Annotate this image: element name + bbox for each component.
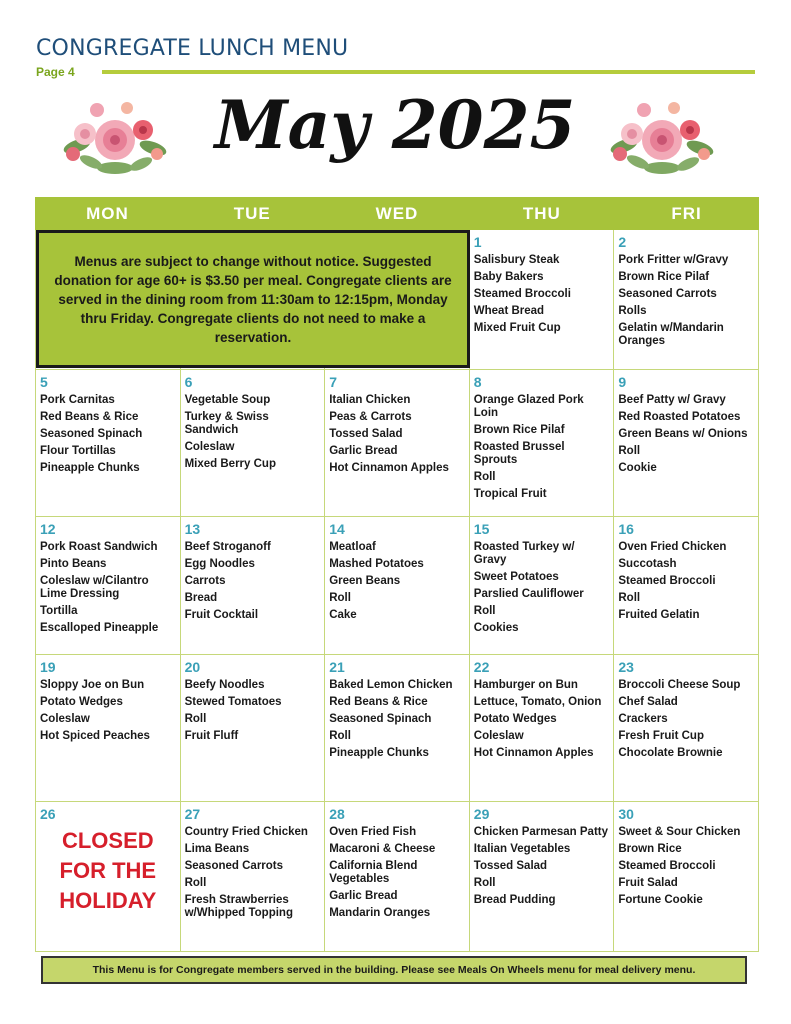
menu-item: Roll xyxy=(473,471,496,483)
day-cell xyxy=(614,517,759,654)
menu-item: Seasoned Carrots xyxy=(184,860,284,872)
date-number: 29 xyxy=(473,806,490,822)
menu-item: Turkey & Swiss Sandwich xyxy=(184,411,269,436)
menu-item: Crackers xyxy=(618,713,668,725)
flower-bouquet-icon xyxy=(602,96,722,184)
day-cell xyxy=(36,517,181,654)
menu-item: Succotash xyxy=(618,558,677,570)
menu-item: Oven Fried Chicken xyxy=(618,541,727,553)
menu-notice-text: Menus are subject to change without notice. Suggested donation for age 60+ is $3.50 per meal. Congregate clients are served in the dining room from 11:30am to 12:15pm, Monday thru Friday. Congregate clients do not need to make a reservation. xyxy=(54,253,452,345)
menu-item: Pork Fritter w/Gravy xyxy=(618,254,729,266)
menu-item: Roll xyxy=(329,592,351,604)
menu-item: Fortune Cookie xyxy=(618,894,703,906)
day-cell xyxy=(181,655,326,801)
menu-item: Fruited Gelatin xyxy=(618,609,700,621)
menu-item: Hamburger on Bun xyxy=(473,679,578,691)
menu-item: Meatloaf xyxy=(329,541,376,553)
menu-item: Parslied Cauliflower xyxy=(473,588,584,600)
date-number: 14 xyxy=(329,521,345,537)
day-cell xyxy=(325,655,470,801)
menu-item: Garlic Bread xyxy=(329,890,398,902)
menu-item: Macaroni & Cheese xyxy=(329,843,436,855)
date-number: 19 xyxy=(40,659,56,675)
menu-item: Garlic Bread xyxy=(329,445,398,457)
menu-item: Steamed Broccoli xyxy=(473,288,571,300)
menu-item: Fresh Fruit Cup xyxy=(618,730,704,742)
menu-item: Peas & Carrots xyxy=(329,411,412,423)
day-cell xyxy=(36,370,181,516)
holiday-closed-line: CLOSED xyxy=(61,828,154,853)
menu-item: Roll xyxy=(184,713,207,725)
menu-item: Orange Glazed Pork Loin xyxy=(473,394,584,419)
menu-item: Rolls xyxy=(618,305,647,317)
day-cell xyxy=(325,517,470,654)
date-number: 7 xyxy=(329,374,337,390)
menu-item: Escalloped Pineapple xyxy=(40,622,159,634)
menu-item: Stewed Tomatoes xyxy=(184,696,282,708)
menu-item: Fresh Strawberries w/Whipped Topping xyxy=(184,894,293,919)
menu-item: Pineapple Chunks xyxy=(329,747,429,759)
menu-item: Italian Chicken xyxy=(329,394,411,406)
menu-item: California Blend Vegetables xyxy=(329,860,418,885)
menu-item: Roll xyxy=(473,877,496,889)
menu-item: Tossed Salad xyxy=(329,428,403,440)
footer-note: This Menu is for Congregate members served in the building. Please see Meals On Wheels menu for meal delivery menu. xyxy=(41,956,747,984)
month-heading: May 2025 xyxy=(214,86,576,164)
menu-item: Red Roasted Potatoes xyxy=(618,411,741,423)
menu-item: Mashed Potatoes xyxy=(329,558,424,570)
day-cell xyxy=(470,370,615,516)
menu-item: Hot Spiced Peaches xyxy=(40,730,150,742)
menu-item: Coleslaw w/Cilantro Lime Dressing xyxy=(40,575,149,600)
menu-item: Fruit Cocktail xyxy=(184,609,259,621)
menu-item: Steamed Broccoli xyxy=(618,575,716,587)
holiday-closed-label xyxy=(40,826,176,916)
date-number: 5 xyxy=(40,374,48,390)
menu-item: Red Beans & Rice xyxy=(40,411,139,423)
menu-item: Pork Carnitas xyxy=(40,394,115,406)
menu-item: Brown Rice Pilaf xyxy=(618,271,710,283)
menu-item: Beef Stroganoff xyxy=(184,541,271,553)
date-number: 26 xyxy=(40,806,56,822)
menu-item: Cookie xyxy=(618,462,657,474)
date-number: 28 xyxy=(329,806,345,822)
date-number: 9 xyxy=(618,374,627,390)
menu-item: Seasoned Spinach xyxy=(40,428,143,440)
weekday-header: WED xyxy=(375,204,419,223)
menu-item: Roll xyxy=(618,445,641,457)
date-number: 8 xyxy=(473,374,482,390)
holiday-closed-line: FOR THE xyxy=(59,858,157,883)
date-number: 13 xyxy=(184,521,201,537)
weekday-header: TUE xyxy=(233,204,271,223)
menu-item: Coleslaw xyxy=(40,713,90,725)
weekday-header: FRI xyxy=(671,204,702,223)
menu-item: Baked Lemon Chicken xyxy=(329,679,453,691)
menu-item: Coleslaw xyxy=(184,441,235,453)
holiday-closed-line: HOLIDAY xyxy=(59,888,157,913)
page-number: Page 4 xyxy=(36,65,75,79)
menu-item: Egg Noodles xyxy=(184,558,255,570)
menu-item: Coleslaw xyxy=(473,730,524,742)
date-number: 1 xyxy=(473,234,482,250)
menu-item: Green Beans w/ Onions xyxy=(618,428,748,440)
menu-item: Roll xyxy=(618,592,641,604)
menu-item: Potato Wedges xyxy=(473,713,557,725)
menu-item: Chocolate Brownie xyxy=(618,747,723,759)
menu-item: Lettuce, Tomato, Onion xyxy=(473,696,602,708)
menu-item: Mixed Berry Cup xyxy=(184,458,276,470)
weekday-header-row xyxy=(35,197,759,230)
day-cell xyxy=(470,517,615,654)
menu-item: Sweet Potatoes xyxy=(473,571,559,583)
menu-item: Broccoli Cheese Soup xyxy=(618,679,741,691)
menu-item: Beef Patty w/ Gravy xyxy=(618,394,726,406)
date-number: 6 xyxy=(184,374,193,390)
menu-item: Seasoned Spinach xyxy=(329,713,432,725)
menu-item: Sweet & Sour Chicken xyxy=(618,826,741,838)
flower-bouquet-icon xyxy=(55,96,175,184)
menu-item: Chef Salad xyxy=(618,696,678,708)
menu-item: Pineapple Chunks xyxy=(40,462,140,474)
menu-title: CONGREGATE LUNCH MENU xyxy=(36,36,349,61)
menu-item: Potato Wedges xyxy=(40,696,123,708)
date-number: 21 xyxy=(329,659,345,675)
weekday-header: THU xyxy=(522,204,561,223)
menu-item: Roll xyxy=(473,605,496,617)
menu-item: Steamed Broccoli xyxy=(618,860,716,872)
menu-item: Vegetable Soup xyxy=(184,394,271,406)
menu-item: Hot Cinnamon Apples xyxy=(329,462,449,474)
menu-item: Brown Rice xyxy=(618,843,682,855)
menu-item: Bread Pudding xyxy=(473,894,556,906)
date-number: 30 xyxy=(618,806,634,822)
calendar-week-row xyxy=(36,517,759,655)
menu-item: Tortilla xyxy=(40,605,78,617)
menu-item: Roasted Turkey w/ Gravy xyxy=(473,541,575,566)
date-number: 23 xyxy=(618,659,634,675)
day-cell xyxy=(325,802,470,951)
menu-item: Fruit Salad xyxy=(618,877,678,889)
menu-item: Pork Roast Sandwich xyxy=(40,541,158,553)
date-number: 22 xyxy=(473,659,490,675)
menu-item: Roll xyxy=(184,877,207,889)
menu-item: Gelatin w/Mandarin Oranges xyxy=(618,322,724,347)
menu-item: Italian Vegetables xyxy=(473,843,571,855)
menu-item: Oven Fried Fish xyxy=(329,826,417,838)
date-number: 27 xyxy=(184,806,201,822)
menu-item: Country Fried Chicken xyxy=(184,826,308,838)
menu-item: Cake xyxy=(329,609,357,621)
date-number: 15 xyxy=(473,521,490,537)
day-cell xyxy=(181,370,326,516)
day-cell xyxy=(614,802,759,951)
menu-item: Tossed Salad xyxy=(473,860,548,872)
menu-item: Chicken Parmesan Patty xyxy=(473,826,609,838)
menu-item: Cookies xyxy=(473,622,519,634)
day-cell xyxy=(470,230,615,369)
menu-item: Flour Tortillas xyxy=(40,445,116,457)
menu-item: Baby Bakers xyxy=(473,271,544,283)
menu-notice-box xyxy=(36,230,470,368)
calendar-grid xyxy=(35,230,759,952)
day-cell xyxy=(470,802,615,951)
menu-item: Green Beans xyxy=(329,575,401,587)
header-divider xyxy=(102,70,755,74)
day-cell xyxy=(614,230,759,369)
calendar-week-row xyxy=(36,370,759,517)
menu-item: Mandarin Oranges xyxy=(329,907,431,919)
day-cell xyxy=(181,517,326,654)
menu-item: Red Beans & Rice xyxy=(329,696,428,708)
calendar-week-row xyxy=(36,655,759,802)
day-cell xyxy=(181,802,326,951)
menu-item: Sloppy Joe on Bun xyxy=(40,679,145,691)
day-cell xyxy=(470,655,615,801)
menu-calendar xyxy=(35,197,759,952)
menu-item: Brown Rice Pilaf xyxy=(473,424,565,436)
menu-item: Wheat Bread xyxy=(473,305,545,317)
day-cell xyxy=(614,655,759,801)
day-cell xyxy=(36,655,181,801)
weekday-header: MON xyxy=(86,204,129,223)
menu-item: Salisbury Steak xyxy=(473,254,560,266)
menu-item: Tropical Fruit xyxy=(473,488,547,500)
date-number: 20 xyxy=(184,659,201,675)
day-cell xyxy=(36,802,181,951)
date-number: 12 xyxy=(40,521,56,537)
day-cell xyxy=(325,370,470,516)
menu-item: Bread xyxy=(184,592,218,604)
menu-item: Roll xyxy=(329,730,351,742)
menu-item: Beefy Noodles xyxy=(184,679,265,691)
menu-item: Mixed Fruit Cup xyxy=(473,322,561,334)
menu-item: Hot Cinnamon Apples xyxy=(473,747,594,759)
menu-item: Pinto Beans xyxy=(40,558,107,570)
menu-item: Lima Beans xyxy=(184,843,250,855)
day-cell xyxy=(614,370,759,516)
calendar-week-row xyxy=(36,802,759,952)
menu-item: Fruit Fluff xyxy=(184,730,239,742)
date-number: 2 xyxy=(618,234,627,250)
menu-item: Carrots xyxy=(184,575,226,587)
date-number: 16 xyxy=(618,521,634,537)
menu-item: Seasoned Carrots xyxy=(618,288,717,300)
menu-item: Roasted Brussel Sprouts xyxy=(473,441,565,466)
